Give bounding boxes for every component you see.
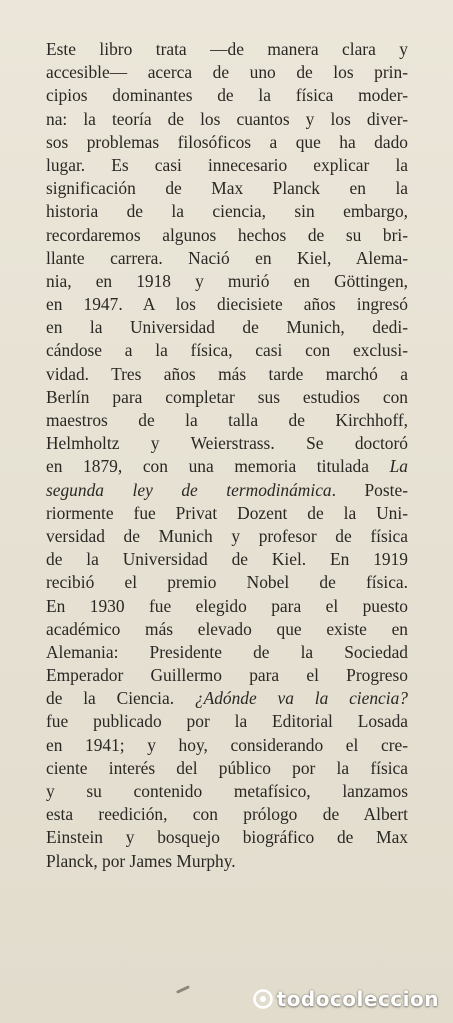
text-line — [46, 455, 408, 478]
text-segment: en la Universidad de Munich, dedi- — [46, 317, 408, 338]
text-segment: cándose a la física, casi con exclusi- — [46, 340, 408, 361]
text-line — [46, 548, 408, 571]
text-segment: esta reedición, con prólogo de Albert — [46, 804, 408, 825]
text-line — [46, 224, 408, 247]
text-line — [46, 293, 408, 316]
text-line — [46, 641, 408, 664]
text-line — [46, 734, 408, 757]
text-segment: riormente fue Privat Dozent de la Uni- — [46, 502, 408, 523]
text-line — [46, 710, 408, 733]
text-line — [46, 38, 408, 61]
text-line — [46, 363, 408, 386]
text-line — [46, 826, 408, 849]
text-line — [46, 595, 408, 618]
text-line — [46, 270, 408, 293]
text-segment: fue publicado por la Editorial Losada — [46, 711, 408, 732]
watermark — [253, 987, 439, 1011]
text-line — [46, 409, 408, 432]
text-line — [46, 502, 408, 525]
text-segment: llante carrera. Nació en Kiel, Alema- — [46, 247, 408, 268]
text-line — [46, 850, 408, 873]
italic-title: segunda ley de termodinámica — [46, 479, 332, 500]
text-segment: académico más elevado que existe en — [46, 618, 408, 639]
text-segment: Este libro trata —de manera clara y — [46, 39, 408, 59]
ink-mark — [176, 985, 190, 994]
text-segment: recordaremos algunos hechos de su bri- — [46, 224, 408, 245]
text-line — [46, 177, 408, 200]
text-line — [46, 386, 408, 409]
text-segment: na: la teoría de los cuantos y los diver- — [46, 108, 408, 129]
text-segment: de la Ciencia. — [46, 688, 195, 709]
text-segment: y su contenido metafísico, lanzamos — [46, 781, 408, 801]
text-line — [46, 525, 408, 548]
text-line — [46, 108, 408, 131]
text-line — [46, 757, 408, 780]
text-segment: maestros de la talla de Kirchhoff, — [46, 410, 408, 430]
italic-title: La — [389, 456, 408, 477]
text-segment: En 1930 fue elegido para el puesto — [46, 595, 408, 616]
text-segment: accesible— acerca de uno de los prin- — [46, 62, 408, 83]
text-segment: sos problemas filosóficos a que ha dado — [46, 131, 408, 152]
back-cover-text — [46, 38, 408, 873]
text-segment: significación de Max Planck en la — [46, 178, 408, 199]
text-segment: lugar. Es casi innecesario explicar la — [46, 154, 408, 175]
text-segment: en 1941; y hoy, considerando el cre- — [46, 734, 408, 755]
text-line — [46, 618, 408, 641]
text-line — [46, 84, 408, 107]
text-line — [46, 571, 408, 594]
text-segment: Berlín para completar sus estudios con — [46, 386, 408, 407]
text-line — [46, 339, 408, 362]
text-segment: . Poste- — [331, 479, 408, 500]
text-segment: Planck, por James Murphy. — [46, 850, 236, 871]
watermark-text: todocoleccion — [276, 987, 439, 1011]
text-line — [46, 131, 408, 154]
text-line — [46, 316, 408, 339]
italic-title: ¿Adónde va la ciencia? — [194, 688, 408, 709]
text-segment: en 1879, con una memoria titulada — [46, 456, 390, 477]
text-segment: Alemania: Presidente de la Sociedad — [46, 641, 408, 662]
text-segment: versidad de Munich y profesor de física — [46, 525, 408, 546]
text-line — [46, 664, 408, 687]
todocoleccion-logo-icon — [253, 989, 273, 1009]
text-segment: vidad. Tres años más tarde marchó a — [46, 363, 408, 384]
text-line — [46, 780, 408, 803]
text-line — [46, 247, 408, 270]
text-line — [46, 803, 408, 826]
text-segment: recibió el premio Nobel de física. — [46, 572, 408, 593]
text-segment: de la Universidad de Kiel. En 1919 — [46, 549, 408, 570]
text-line — [46, 432, 408, 455]
text-line — [46, 687, 408, 710]
text-segment: Emperador Guillermo para el Progreso — [46, 665, 408, 686]
text-segment: en 1947. A los diecisiete años ingresó — [46, 294, 408, 315]
text-line — [46, 479, 408, 502]
text-segment: cipios dominantes de la física moder- — [46, 85, 408, 106]
text-line — [46, 154, 408, 177]
text-segment: nia, en 1918 y murió en Göttingen, — [46, 270, 408, 291]
text-segment: Einstein y bosquejo biográfico de Max — [46, 827, 408, 848]
text-line — [46, 200, 408, 223]
text-line — [46, 61, 408, 84]
text-segment: historia de la ciencia, sin embargo, — [46, 201, 408, 222]
text-segment: ciente interés del público por la física — [46, 757, 408, 778]
text-segment: Helmholtz y Weierstrass. Se doctoró — [46, 433, 408, 454]
